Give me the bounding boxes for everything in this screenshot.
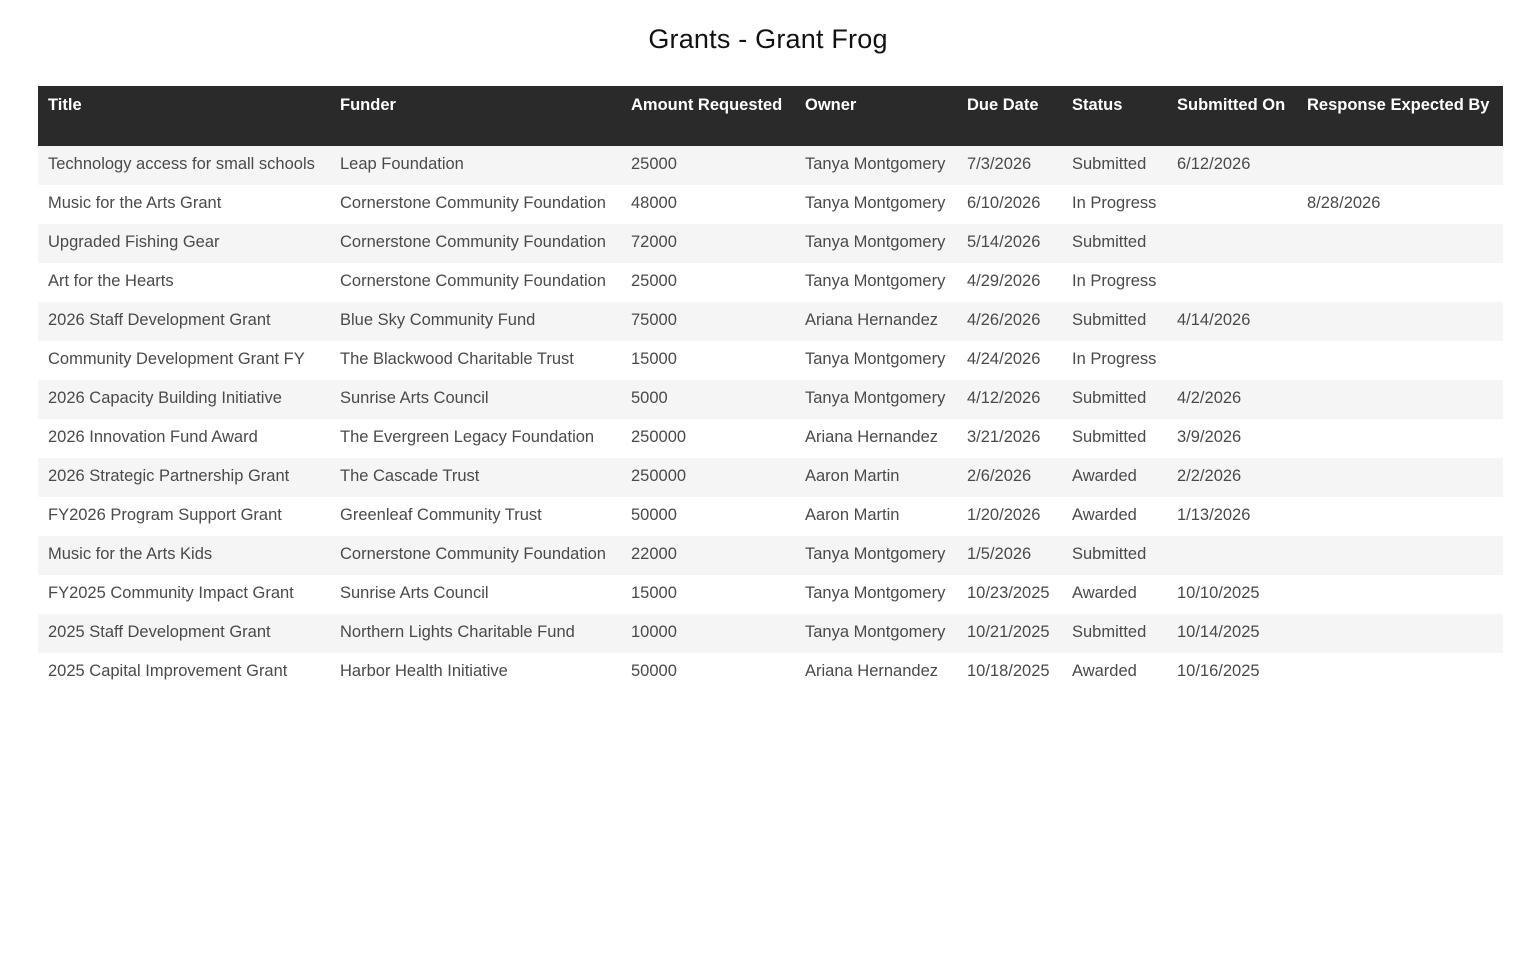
cell-funder: Cornerstone Community Foundation bbox=[330, 224, 621, 263]
cell-amount-requested: 5000 bbox=[621, 380, 795, 419]
cell-amount-requested: 10000 bbox=[621, 614, 795, 653]
cell-title: Technology access for small schools bbox=[38, 146, 330, 185]
cell-title: FY2026 Program Support Grant bbox=[38, 497, 330, 536]
cell-response-expected-by: 8/28/2026 bbox=[1297, 185, 1503, 224]
cell-funder: Cornerstone Community Foundation bbox=[330, 185, 621, 224]
cell-owner: Tanya Montgomery bbox=[795, 380, 957, 419]
cell-owner: Tanya Montgomery bbox=[795, 146, 957, 185]
cell-funder: Sunrise Arts Council bbox=[330, 380, 621, 419]
table-row bbox=[38, 302, 1503, 341]
cell-owner: Tanya Montgomery bbox=[795, 536, 957, 575]
column-header-owner: Owner bbox=[795, 86, 957, 146]
table-row bbox=[38, 536, 1503, 575]
cell-funder: The Evergreen Legacy Foundation bbox=[330, 419, 621, 458]
cell-response-expected-by bbox=[1297, 263, 1503, 302]
cell-title: 2026 Innovation Fund Award bbox=[38, 419, 330, 458]
cell-title: 2026 Strategic Partnership Grant bbox=[38, 458, 330, 497]
cell-response-expected-by bbox=[1297, 419, 1503, 458]
cell-due-date: 6/10/2026 bbox=[957, 185, 1062, 224]
cell-due-date: 4/26/2026 bbox=[957, 302, 1062, 341]
cell-submitted-on: 4/14/2026 bbox=[1167, 302, 1297, 341]
cell-owner: Tanya Montgomery bbox=[795, 263, 957, 302]
cell-due-date: 4/24/2026 bbox=[957, 341, 1062, 380]
cell-submitted-on bbox=[1167, 263, 1297, 302]
header-row bbox=[38, 86, 1503, 146]
cell-status: Awarded bbox=[1062, 497, 1167, 536]
cell-owner: Aaron Martin bbox=[795, 458, 957, 497]
cell-funder: Cornerstone Community Foundation bbox=[330, 536, 621, 575]
cell-funder: Blue Sky Community Fund bbox=[330, 302, 621, 341]
cell-submitted-on: 6/12/2026 bbox=[1167, 146, 1297, 185]
cell-title: Music for the Arts Kids bbox=[38, 536, 330, 575]
table-row bbox=[38, 458, 1503, 497]
column-header-submitted-on: Submitted On bbox=[1167, 86, 1297, 146]
cell-due-date: 10/23/2025 bbox=[957, 575, 1062, 614]
cell-submitted-on: 2/2/2026 bbox=[1167, 458, 1297, 497]
cell-title: 2026 Capacity Building Initiative bbox=[38, 380, 330, 419]
cell-owner: Ariana Hernandez bbox=[795, 653, 957, 692]
cell-amount-requested: 72000 bbox=[621, 224, 795, 263]
column-header-funder: Funder bbox=[330, 86, 621, 146]
cell-response-expected-by bbox=[1297, 224, 1503, 263]
column-header-due-date: Due Date bbox=[957, 86, 1062, 146]
table-row bbox=[38, 263, 1503, 302]
cell-title: Upgraded Fishing Gear bbox=[38, 224, 330, 263]
cell-status: Submitted bbox=[1062, 614, 1167, 653]
cell-title: Community Development Grant FY bbox=[38, 341, 330, 380]
cell-submitted-on bbox=[1167, 224, 1297, 263]
cell-submitted-on bbox=[1167, 341, 1297, 380]
cell-amount-requested: 75000 bbox=[621, 302, 795, 341]
cell-response-expected-by bbox=[1297, 458, 1503, 497]
cell-due-date: 10/18/2025 bbox=[957, 653, 1062, 692]
cell-submitted-on: 3/9/2026 bbox=[1167, 419, 1297, 458]
grants-table bbox=[38, 86, 1503, 692]
cell-owner: Ariana Hernandez bbox=[795, 419, 957, 458]
cell-funder: Leap Foundation bbox=[330, 146, 621, 185]
cell-response-expected-by bbox=[1297, 614, 1503, 653]
cell-owner: Tanya Montgomery bbox=[795, 185, 957, 224]
cell-status: In Progress bbox=[1062, 263, 1167, 302]
cell-status: Awarded bbox=[1062, 575, 1167, 614]
cell-amount-requested: 15000 bbox=[621, 575, 795, 614]
cell-due-date: 2/6/2026 bbox=[957, 458, 1062, 497]
cell-submitted-on: 10/16/2025 bbox=[1167, 653, 1297, 692]
cell-response-expected-by bbox=[1297, 653, 1503, 692]
cell-status: Awarded bbox=[1062, 458, 1167, 497]
cell-submitted-on: 4/2/2026 bbox=[1167, 380, 1297, 419]
cell-owner: Tanya Montgomery bbox=[795, 614, 957, 653]
table-row bbox=[38, 653, 1503, 692]
cell-owner: Ariana Hernandez bbox=[795, 302, 957, 341]
table-row bbox=[38, 380, 1503, 419]
table-header bbox=[38, 86, 1503, 146]
cell-title: Art for the Hearts bbox=[38, 263, 330, 302]
column-header-amount-requested: Amount Requested bbox=[621, 86, 795, 146]
cell-submitted-on: 1/13/2026 bbox=[1167, 497, 1297, 536]
cell-status: In Progress bbox=[1062, 185, 1167, 224]
cell-title: 2026 Staff Development Grant bbox=[38, 302, 330, 341]
table-row bbox=[38, 146, 1503, 185]
cell-submitted-on: 10/14/2025 bbox=[1167, 614, 1297, 653]
cell-funder: Sunrise Arts Council bbox=[330, 575, 621, 614]
grants-table-container bbox=[38, 86, 1503, 692]
cell-owner: Aaron Martin bbox=[795, 497, 957, 536]
cell-status: Awarded bbox=[1062, 653, 1167, 692]
cell-funder: The Cascade Trust bbox=[330, 458, 621, 497]
cell-submitted-on: 10/10/2025 bbox=[1167, 575, 1297, 614]
cell-funder: Greenleaf Community Trust bbox=[330, 497, 621, 536]
cell-due-date: 3/21/2026 bbox=[957, 419, 1062, 458]
column-header-title: Title bbox=[38, 86, 330, 146]
cell-title: FY2025 Community Impact Grant bbox=[38, 575, 330, 614]
cell-owner: Tanya Montgomery bbox=[795, 224, 957, 263]
cell-funder: Harbor Health Initiative bbox=[330, 653, 621, 692]
cell-status: Submitted bbox=[1062, 146, 1167, 185]
cell-status: Submitted bbox=[1062, 380, 1167, 419]
cell-title: 2025 Staff Development Grant bbox=[38, 614, 330, 653]
cell-due-date: 4/12/2026 bbox=[957, 380, 1062, 419]
column-header-status: Status bbox=[1062, 86, 1167, 146]
cell-title: 2025 Capital Improvement Grant bbox=[38, 653, 330, 692]
cell-amount-requested: 15000 bbox=[621, 341, 795, 380]
cell-due-date: 5/14/2026 bbox=[957, 224, 1062, 263]
cell-funder: Cornerstone Community Foundation bbox=[330, 263, 621, 302]
cell-due-date: 4/29/2026 bbox=[957, 263, 1062, 302]
cell-amount-requested: 48000 bbox=[621, 185, 795, 224]
table-row bbox=[38, 575, 1503, 614]
cell-funder: Northern Lights Charitable Fund bbox=[330, 614, 621, 653]
cell-amount-requested: 50000 bbox=[621, 497, 795, 536]
cell-status: Submitted bbox=[1062, 536, 1167, 575]
cell-funder: The Blackwood Charitable Trust bbox=[330, 341, 621, 380]
cell-amount-requested: 25000 bbox=[621, 263, 795, 302]
cell-owner: Tanya Montgomery bbox=[795, 575, 957, 614]
cell-status: Submitted bbox=[1062, 302, 1167, 341]
cell-due-date: 1/5/2026 bbox=[957, 536, 1062, 575]
table-row bbox=[38, 497, 1503, 536]
cell-response-expected-by bbox=[1297, 497, 1503, 536]
table-row bbox=[38, 419, 1503, 458]
cell-response-expected-by bbox=[1297, 536, 1503, 575]
cell-owner: Tanya Montgomery bbox=[795, 341, 957, 380]
table-row bbox=[38, 224, 1503, 263]
cell-response-expected-by bbox=[1297, 341, 1503, 380]
cell-status: Submitted bbox=[1062, 224, 1167, 263]
table-row bbox=[38, 185, 1503, 224]
table-body bbox=[38, 146, 1503, 692]
table-row bbox=[38, 341, 1503, 380]
cell-response-expected-by bbox=[1297, 575, 1503, 614]
cell-amount-requested: 250000 bbox=[621, 458, 795, 497]
cell-submitted-on bbox=[1167, 536, 1297, 575]
column-header-response-expected-by: Response Expected By bbox=[1297, 86, 1503, 146]
cell-due-date: 10/21/2025 bbox=[957, 614, 1062, 653]
cell-amount-requested: 250000 bbox=[621, 419, 795, 458]
cell-due-date: 1/20/2026 bbox=[957, 497, 1062, 536]
cell-submitted-on bbox=[1167, 185, 1297, 224]
cell-amount-requested: 25000 bbox=[621, 146, 795, 185]
cell-status: In Progress bbox=[1062, 341, 1167, 380]
cell-title: Music for the Arts Grant bbox=[38, 185, 330, 224]
cell-response-expected-by bbox=[1297, 302, 1503, 341]
cell-amount-requested: 50000 bbox=[621, 653, 795, 692]
cell-response-expected-by bbox=[1297, 146, 1503, 185]
cell-amount-requested: 22000 bbox=[621, 536, 795, 575]
cell-response-expected-by bbox=[1297, 380, 1503, 419]
cell-status: Submitted bbox=[1062, 419, 1167, 458]
table-row bbox=[38, 614, 1503, 653]
cell-due-date: 7/3/2026 bbox=[957, 146, 1062, 185]
page-title: Grants - Grant Frog bbox=[648, 24, 888, 54]
